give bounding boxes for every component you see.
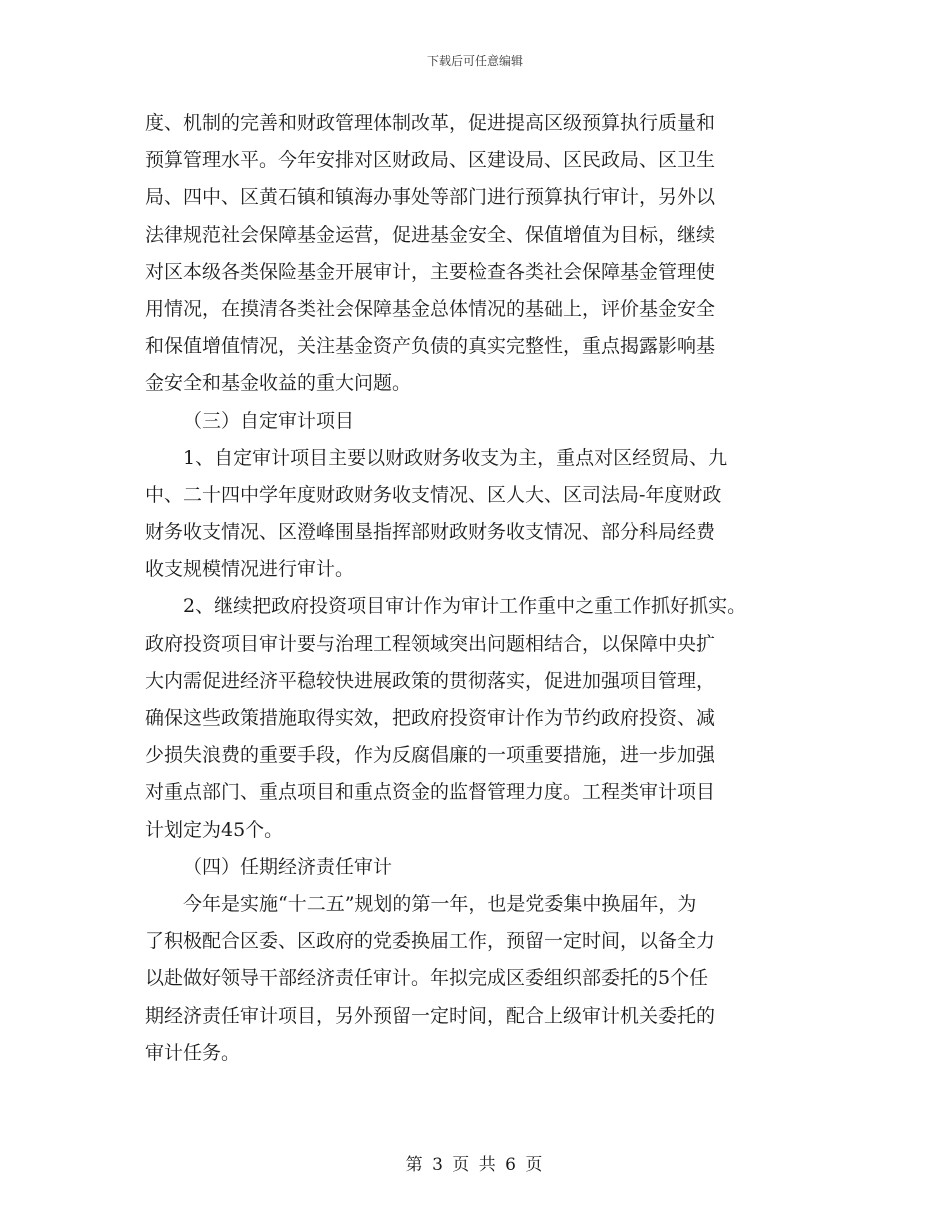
text-line: （三）自定审计项目 xyxy=(183,409,355,432)
text-line: （四）任期经济责任审计 xyxy=(183,855,393,878)
page-header: 下载后可任意编辑 xyxy=(426,54,523,68)
text-line: 局、四中、区黄石镇和镇海办事处等部门进行预算执行审计，另外以 xyxy=(145,186,716,209)
text-line: 财务收支情况、区澄峰围垦指挥部财政财务收支情况、部分科局经费 xyxy=(145,521,716,544)
text-line: 法律规范社会保障基金运营，促进基金安全、保值增值为目标，继续 xyxy=(145,223,716,246)
text-line: 大内需促进经济平稳较快进展政策的贯彻落实，促进加强项目管理， xyxy=(145,669,716,692)
text-line: 中、二十四中学年度财政财务收支情况、区人大、区司法局-年度财政 xyxy=(145,483,722,506)
text-line: 对区本级各类保险基金开展审计，主要检查各类社会保障基金管理使 xyxy=(145,260,716,283)
text-line: 以赴做好领导干部经济责任审计。年拟完成区委组织部委托的5个任 xyxy=(145,967,709,990)
text-line: 期经济责任审计项目，另外预留一定时间，配合上级审计机关委托的 xyxy=(145,1004,716,1027)
text-line: 预算管理水平。今年安排对区财政局、区建设局、区民政局、区卫生 xyxy=(145,149,716,172)
text-line: 2、继续把政府投资项目审计作为审计工作重中之重工作抓好抓实。 xyxy=(183,595,747,618)
text-line: 1、自定审计项目主要以财政财务收支为主，重点对区经贸局、九 xyxy=(183,446,728,469)
text-line: 了积极配合区委、区政府的党委换届工作，预留一定时间，以备全力 xyxy=(145,930,716,953)
text-line: 计划定为45个。 xyxy=(145,818,284,841)
text-line: 政府投资项目审计要与治理工程领域突出问题相结合，以保障中央扩 xyxy=(145,632,716,655)
document-body xyxy=(145,105,845,1072)
text-line: 今年是实施“十二五”规划的第一年，也是党委集中换届年，为 xyxy=(183,892,697,915)
text-line: 和保值增值情况，关注基金资产负债的真实完整性，重点揭露影响基 xyxy=(145,335,716,358)
text-line: 对重点部门、重点项目和重点资金的监督管理力度。工程类审计项目 xyxy=(145,781,716,804)
text-line: 金安全和基金收益的重大问题。 xyxy=(145,372,412,395)
text-line: 度、机制的完善和财政管理体制改革，促进提高区级预算执行质量和 xyxy=(145,112,716,134)
page-footer: 第 3 页 共 6 页 xyxy=(405,1155,545,1175)
text-line: 审计任务。 xyxy=(145,1041,241,1064)
text-line: 确保这些政策措施取得实效，把政府投资审计作为节约政府投资、减 xyxy=(145,707,716,729)
text-line: 用情况，在摸清各类社会保障基金总体情况的基础上，评价基金安全 xyxy=(145,297,716,320)
text-line: 收支规模情况进行审计。 xyxy=(145,558,355,581)
text-line: 少损失浪费的重要手段，作为反腐倡廉的一项重要措施，进一步加强 xyxy=(145,744,716,767)
